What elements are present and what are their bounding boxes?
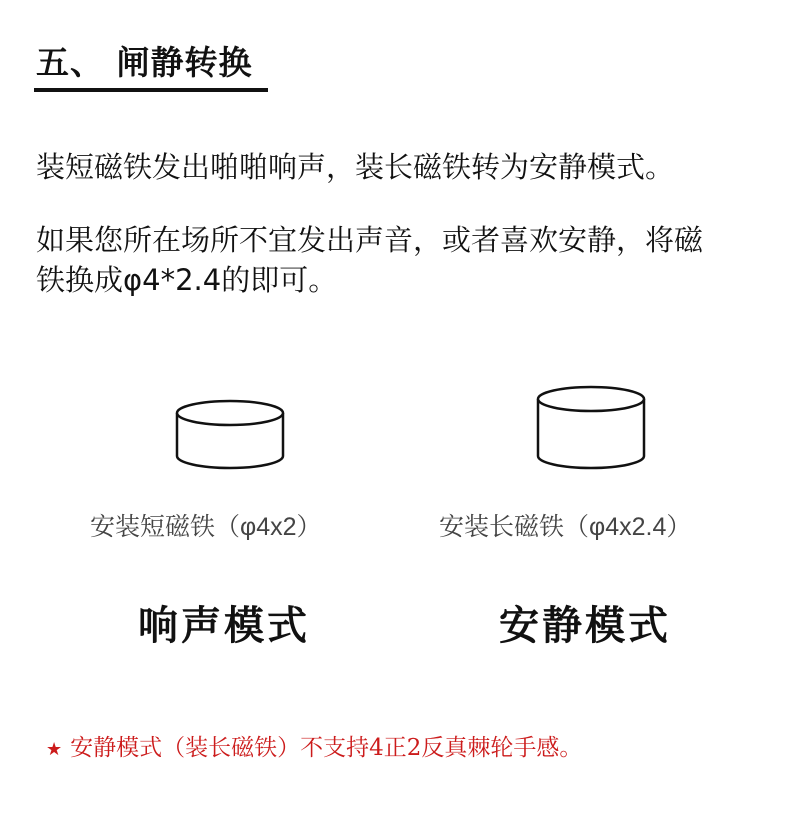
short-magnet-caption: 安装短磁铁（φ4x2）	[90, 513, 322, 541]
detail-paragraph	[36, 220, 812, 300]
long-magnet-icon	[535, 384, 647, 472]
footnote-text: 安静模式（装长磁铁）不支持4正2反真棘轮手感。	[70, 735, 583, 761]
intro-paragraph: 装短磁铁发出啪啪响声，装长磁铁转为安静模式。	[36, 150, 675, 184]
long-magnet-caption: 安装长磁铁（φ4x2.4）	[439, 513, 692, 541]
quiet-mode-label: 安静模式	[499, 602, 671, 649]
detail-line-2: 铁换成φ4*2.4的即可。	[36, 263, 338, 297]
sound-mode-label: 响声模式	[138, 602, 310, 649]
star-icon: ★	[46, 739, 63, 760]
detail-line-1: 如果您所在场所不宜发出声音，或者喜欢安静，将磁	[36, 223, 704, 257]
short-magnet-icon	[174, 396, 286, 472]
title-underline	[34, 88, 268, 92]
footnote	[46, 732, 582, 766]
section-title: 五、 闸静转换	[36, 43, 253, 82]
